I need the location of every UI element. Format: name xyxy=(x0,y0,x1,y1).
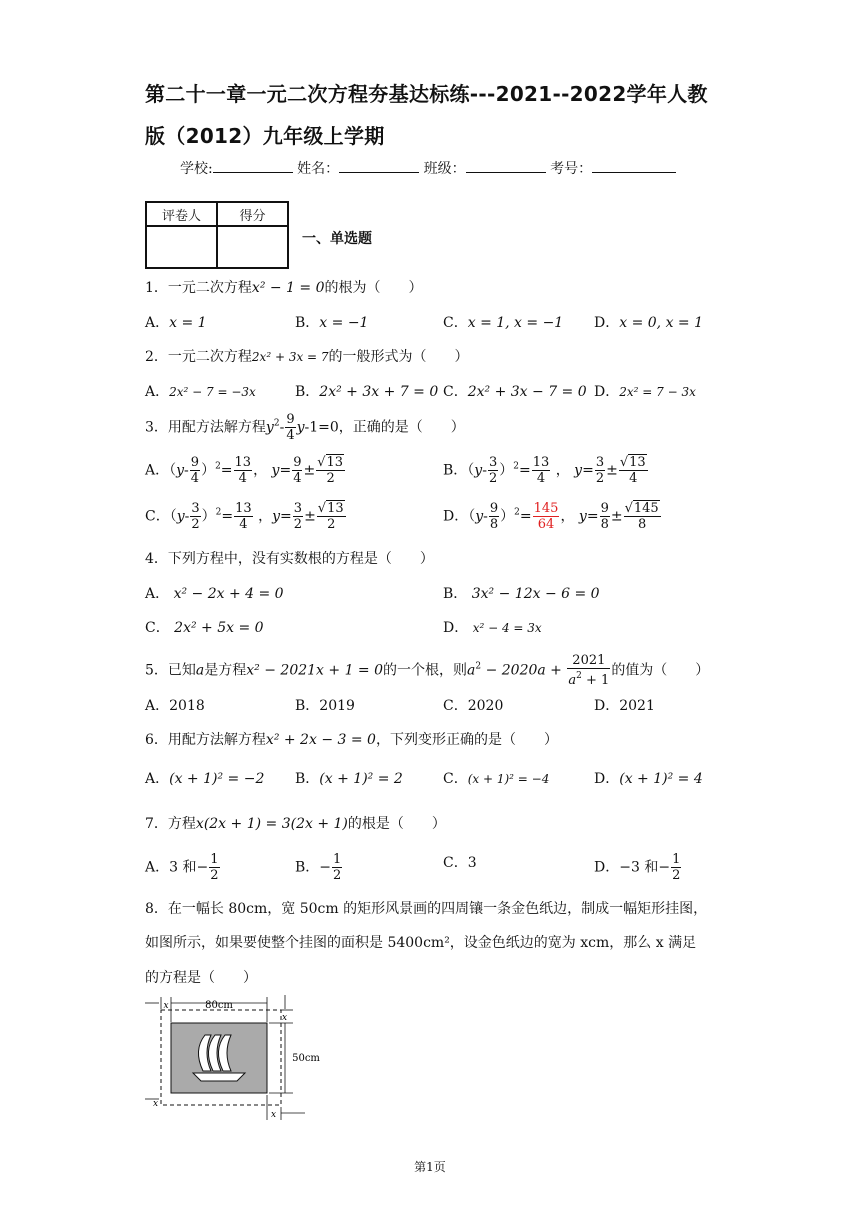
q7-d-text: −3 和 xyxy=(619,859,659,876)
reviewer-header: 评卷人 xyxy=(146,202,217,226)
q5-option-c[interactable]: C．2020 xyxy=(443,698,504,714)
q4-option-b[interactable]: B． 3x² − 12x − 6 = 0 xyxy=(443,586,600,602)
q7-option-d[interactable]: D．−3 和− $\frac{1}{2}$ xyxy=(594,852,681,883)
width-label: 80cm xyxy=(205,1000,233,1011)
q1-b-text: x = −1 xyxy=(319,315,369,331)
score-cell[interactable] xyxy=(217,226,288,268)
q1-option-d[interactable]: D．x = 0, x = 1 xyxy=(594,315,704,331)
q6-option-b[interactable]: B．(x + 1)² = 2 xyxy=(295,771,403,787)
q4-b-text: 3x² − 12x − 6 = 0 xyxy=(471,586,600,602)
q2-option-c[interactable]: C．2x² + 3x − 7 = 0 xyxy=(443,384,587,400)
class-label: 班级： xyxy=(423,161,466,177)
q1-d-text: x = 0, x = 1 xyxy=(619,315,704,331)
q6-c-text: (x + 1)² = −4 xyxy=(467,772,550,786)
q6-option-d[interactable]: D．(x + 1)² = 4 xyxy=(594,771,703,787)
school-label: 学校: xyxy=(180,161,213,177)
q7-stem-post: 的根是（ ） xyxy=(347,816,446,832)
q5-c-text: 2020 xyxy=(467,698,504,714)
q3-stem: 3．用配方法解方程$y^2-$ $\frac{9}{4}$ y-1=0，正确的是（ ） xyxy=(145,412,465,443)
q2-option-a[interactable]: A．2x² − 7 = −3x xyxy=(145,384,256,400)
q6-equation: x² + 2x − 3 = 0 xyxy=(265,732,376,748)
q1-stem-post: 的根为（ ） xyxy=(324,280,423,296)
q7-option-b[interactable]: B．− $\frac{1}{2}$ xyxy=(295,852,342,883)
q1-stem xyxy=(145,277,423,297)
q2-equation: 2x² + 3x = 7 xyxy=(251,350,329,364)
q1-c-text: x = 1, x = −1 xyxy=(467,315,564,331)
q4-c-text: 2x² + 5x = 0 xyxy=(174,620,264,636)
q5-option-d[interactable]: D．2021 xyxy=(594,698,655,714)
q8-line3: 的方程是（ ） xyxy=(145,970,257,986)
framed-painting-figure xyxy=(145,995,325,1125)
q5-option-a[interactable]: A．2018 xyxy=(145,698,205,714)
q2-b-text: 2x² + 3x + 7 = 0 xyxy=(319,384,439,400)
name-label: 姓名： xyxy=(297,161,340,177)
q7-c-text: 3 xyxy=(467,855,477,871)
q1-option-b[interactable]: B．x = −1 xyxy=(295,315,369,331)
height-label: 50cm xyxy=(292,1053,320,1064)
q5-stem-mid2: 的一个根，则 xyxy=(383,662,468,679)
q5-b-text: 2019 xyxy=(319,698,355,714)
q3-option-d[interactable]: D．（y- $\frac{9}{8}$ ）$^2$= $\frac{145}{64}$ ， y= $\frac{9}{8}$ ± $\frac{√145}{8}$ xyxy=(443,501,659,532)
doc-title-line2: 版（2012）九年级上学期 xyxy=(145,124,385,148)
score-table xyxy=(145,201,289,269)
exam-no-label: 考号： xyxy=(550,161,593,177)
q5-a-text: 2018 xyxy=(169,698,205,714)
q4-stem: 4．下列方程中，没有实数根的方程是（ ） xyxy=(145,551,434,567)
q3-option-a[interactable]: A．（y- $\frac{9}{4}$ ）$^2$= $\frac{13}{4}$ ， y= $\frac{9}{4}$ ± $\frac{√13}{2}$ xyxy=(145,455,344,486)
q2-option-b[interactable]: B．2x² + 3x + 7 = 0 xyxy=(295,384,439,400)
q3-stem-pre: 3．用配方法解方程 xyxy=(145,419,266,436)
q7-equation: x(2x + 1) = 3(2x + 1) xyxy=(195,816,348,832)
q4-option-c[interactable]: C． 2x² + 5x = 0 xyxy=(145,620,264,636)
x-label-bottom-left: x xyxy=(153,1099,159,1109)
q8-line1: 8．在一幅长 80cm，宽 50cm 的矩形风景画的四周镶一条金色纸边，制成一幅矩形挂图， xyxy=(145,901,708,917)
student-info-row xyxy=(180,158,676,178)
q7-a-text: 3 和 xyxy=(169,859,197,876)
class-blank[interactable] xyxy=(466,159,546,173)
q1-a-text: x = 1 xyxy=(169,315,207,331)
q6-b-text: (x + 1)² = 2 xyxy=(319,771,403,787)
q5-stem: 5．已知a是方程x² − 2021x + 1 = 0的一个根，则$a^2 - 2020a$ + $\frac{2021}{a^2 + 1}$ 的值为（ ） xyxy=(145,653,710,688)
q2-stem-post: 的一般形式为（ ） xyxy=(328,349,469,365)
section-title: 一、单选题 xyxy=(302,231,372,247)
q6-a-text: (x + 1)² = −2 xyxy=(169,771,265,787)
q3-option-b[interactable]: B．（y- $\frac{3}{2}$ ）$^2$= $\frac{13}{4}$ ， y= $\frac{3}{2}$ ± $\frac{√13}{4}$ xyxy=(443,455,646,486)
exam-no-blank[interactable] xyxy=(592,159,676,173)
x-label-top: x xyxy=(163,1001,169,1011)
q5-equation: x² − 2021x + 1 = 0 xyxy=(246,662,384,679)
q4-a-text: x² − 2x + 4 = 0 xyxy=(173,586,284,602)
q4-option-d[interactable]: D． x² − 4 = 3x xyxy=(443,620,542,636)
q5-option-b[interactable]: B．2019 xyxy=(295,698,355,714)
q7-option-a[interactable]: A．3 和− $\frac{1}{2}$ xyxy=(145,852,219,883)
q2-a-text: 2x² − 7 = −3x xyxy=(169,385,256,399)
q8-line2: 如图所示，如果要使整个挂图的面积是 5400cm²，设金色纸边的宽为 xcm，那么 x 满足 xyxy=(145,935,697,951)
name-blank[interactable] xyxy=(339,159,419,173)
q3-option-c[interactable]: C．（y- $\frac{3}{2}$ ）$^2$= $\frac{13}{4}$ ，y= $\frac{3}{2}$ ± $\frac{√13}{2}$ xyxy=(145,501,344,532)
x-label-bottom-right: x xyxy=(271,1110,277,1120)
q4-d-text: x² − 4 = 3x xyxy=(472,621,542,635)
school-blank[interactable] xyxy=(213,159,293,173)
q6-stem-post: ，下列变形正确的是（ ） xyxy=(375,732,558,748)
q7-option-c[interactable]: C．3 xyxy=(443,855,477,871)
q1-equation: x² − 1 = 0 xyxy=(251,280,325,296)
q7-stem-pre: 7．方程 xyxy=(145,816,196,832)
q5-d-text: 2021 xyxy=(619,698,655,714)
q5-stem-mid1: 是方程 xyxy=(204,662,247,679)
q6-option-a[interactable]: A．(x + 1)² = −2 xyxy=(145,771,265,787)
q2-stem xyxy=(145,346,469,366)
q1-stem-pre: 1．一元二次方程 xyxy=(145,280,252,296)
q7-stem xyxy=(145,813,446,833)
q1-option-c[interactable]: C．x = 1, x = −1 xyxy=(443,315,564,331)
q6-stem-pre: 6．用配方法解方程 xyxy=(145,732,266,748)
q6-d-text: (x + 1)² = 4 xyxy=(619,771,703,787)
q1-option-a[interactable]: A．x = 1 xyxy=(145,315,207,331)
q3-stem-post: -1=0，正确的是（ ） xyxy=(304,419,465,436)
q5-stem-pre: 5．已知 xyxy=(145,662,196,679)
reviewer-cell[interactable] xyxy=(146,226,217,268)
q2-d-text: 2x² = 7 − 3x xyxy=(619,385,696,399)
q5-stem-post: 的值为（ ） xyxy=(611,662,710,679)
score-header: 得分 xyxy=(217,202,288,226)
q2-c-text: 2x² + 3x − 7 = 0 xyxy=(467,384,587,400)
q6-stem xyxy=(145,729,558,749)
doc-title-line1: 第二十一章一元二次方程夯基达标练---2021--2022学年人教 xyxy=(145,82,708,106)
q2-stem-pre: 2．一元二次方程 xyxy=(145,349,252,365)
q2-option-d[interactable]: D．2x² = 7 − 3x xyxy=(594,384,696,400)
q6-option-c[interactable]: C．(x + 1)² = −4 xyxy=(443,771,550,787)
x-label-right: x xyxy=(282,1013,288,1023)
q4-option-a[interactable]: A． x² − 2x + 4 = 0 xyxy=(145,586,284,602)
page-footer: 第1页 xyxy=(414,1160,446,1174)
